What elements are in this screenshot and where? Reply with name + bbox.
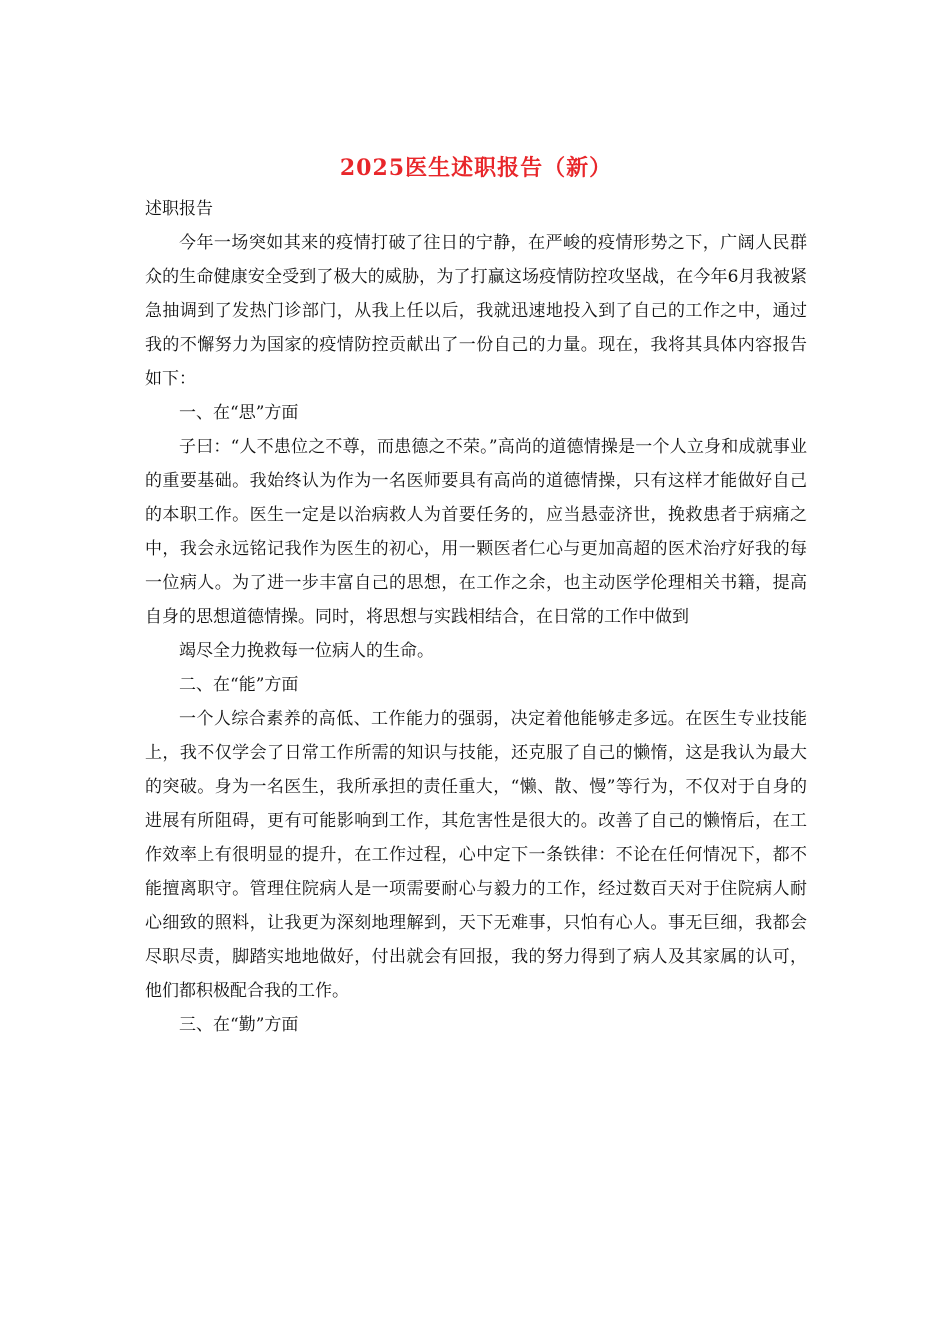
section-1-paragraph-1: 子曰：“人不患位之不尊，而患德之不荣。”高尚的道德情操是一个人立身和成就事业的重要基础。我始终认为作为一名医师要具有高尚的道德情操，只有这样才能做好自己的本职工作。医生一定是以治病救人为首要任务的，应当悬壶济世，挽救患者于病痛之中，我会永远铭记我作为医生的初心，用一颗医者仁心与更加高超的医术治疗好我的每一位病人。为了进一步丰富自己的思想，在工作之余，也主动医学伦理相关书籍，提高自身的思想道德情操。同时，将思想与实践相结合，在日常的工作中做到: [145, 437, 807, 627]
section-3-heading: 三、在“勤”方面: [179, 1015, 299, 1035]
section-2-paragraph-1: 一个人综合素养的高低、工作能力的强弱，决定着他能够走多远。在医生专业技能上，我不仅学会了日常工作所需的知识与技能，还克服了自己的懒惰，这是我认为最大的突破。身为一名医生，我所承担的责任重大，“懒、散、慢”等行为，不仅对于自身的进展有所阻碍，更有可能影响到工作，其危害性是很大的。改善了自己的懒惰后，在工作效率上有很明显的提升，在工作过程，心中定下一条铁律：不论在任何情况下，都不能擅离职守。管理住院病人是一项需要耐心与毅力的工作，经过数百天对于住院病人耐心细致的照料，让我更为深刻地理解到，天下无难事，只怕有心人。事无巨细，我都会尽职尽责，脚踏实地地做好，付出就会有回报，我的努力得到了病人及其家属的认可，他们都积极配合我的工作。: [145, 709, 807, 1001]
section-2-heading: 二、在“能”方面: [179, 675, 299, 695]
document-page: [145, 150, 807, 1042]
section-1-paragraph-2: 竭尽全力挽救每一位病人的生命。: [179, 641, 434, 661]
report-label: 述职报告: [145, 199, 213, 219]
intro-paragraph: 今年一场突如其来的疫情打破了往日的宁静，在严峻的疫情形势之下，广阔人民群众的生命健康安全受到了极大的威胁，为了打赢这场疫情防控攻坚战，在今年6月我被紧急抽调到了发热门诊部门，从我上任以后，我就迅速地投入到了自己的工作之中，通过我的不懈努力为国家的疫情防控贡献出了一份自己的力量。现在，我将其具体内容报告如下：: [145, 233, 807, 389]
section-1-heading: 一、在“思”方面: [179, 403, 299, 423]
document-title: 2025医生述职报告（新）: [339, 155, 613, 181]
